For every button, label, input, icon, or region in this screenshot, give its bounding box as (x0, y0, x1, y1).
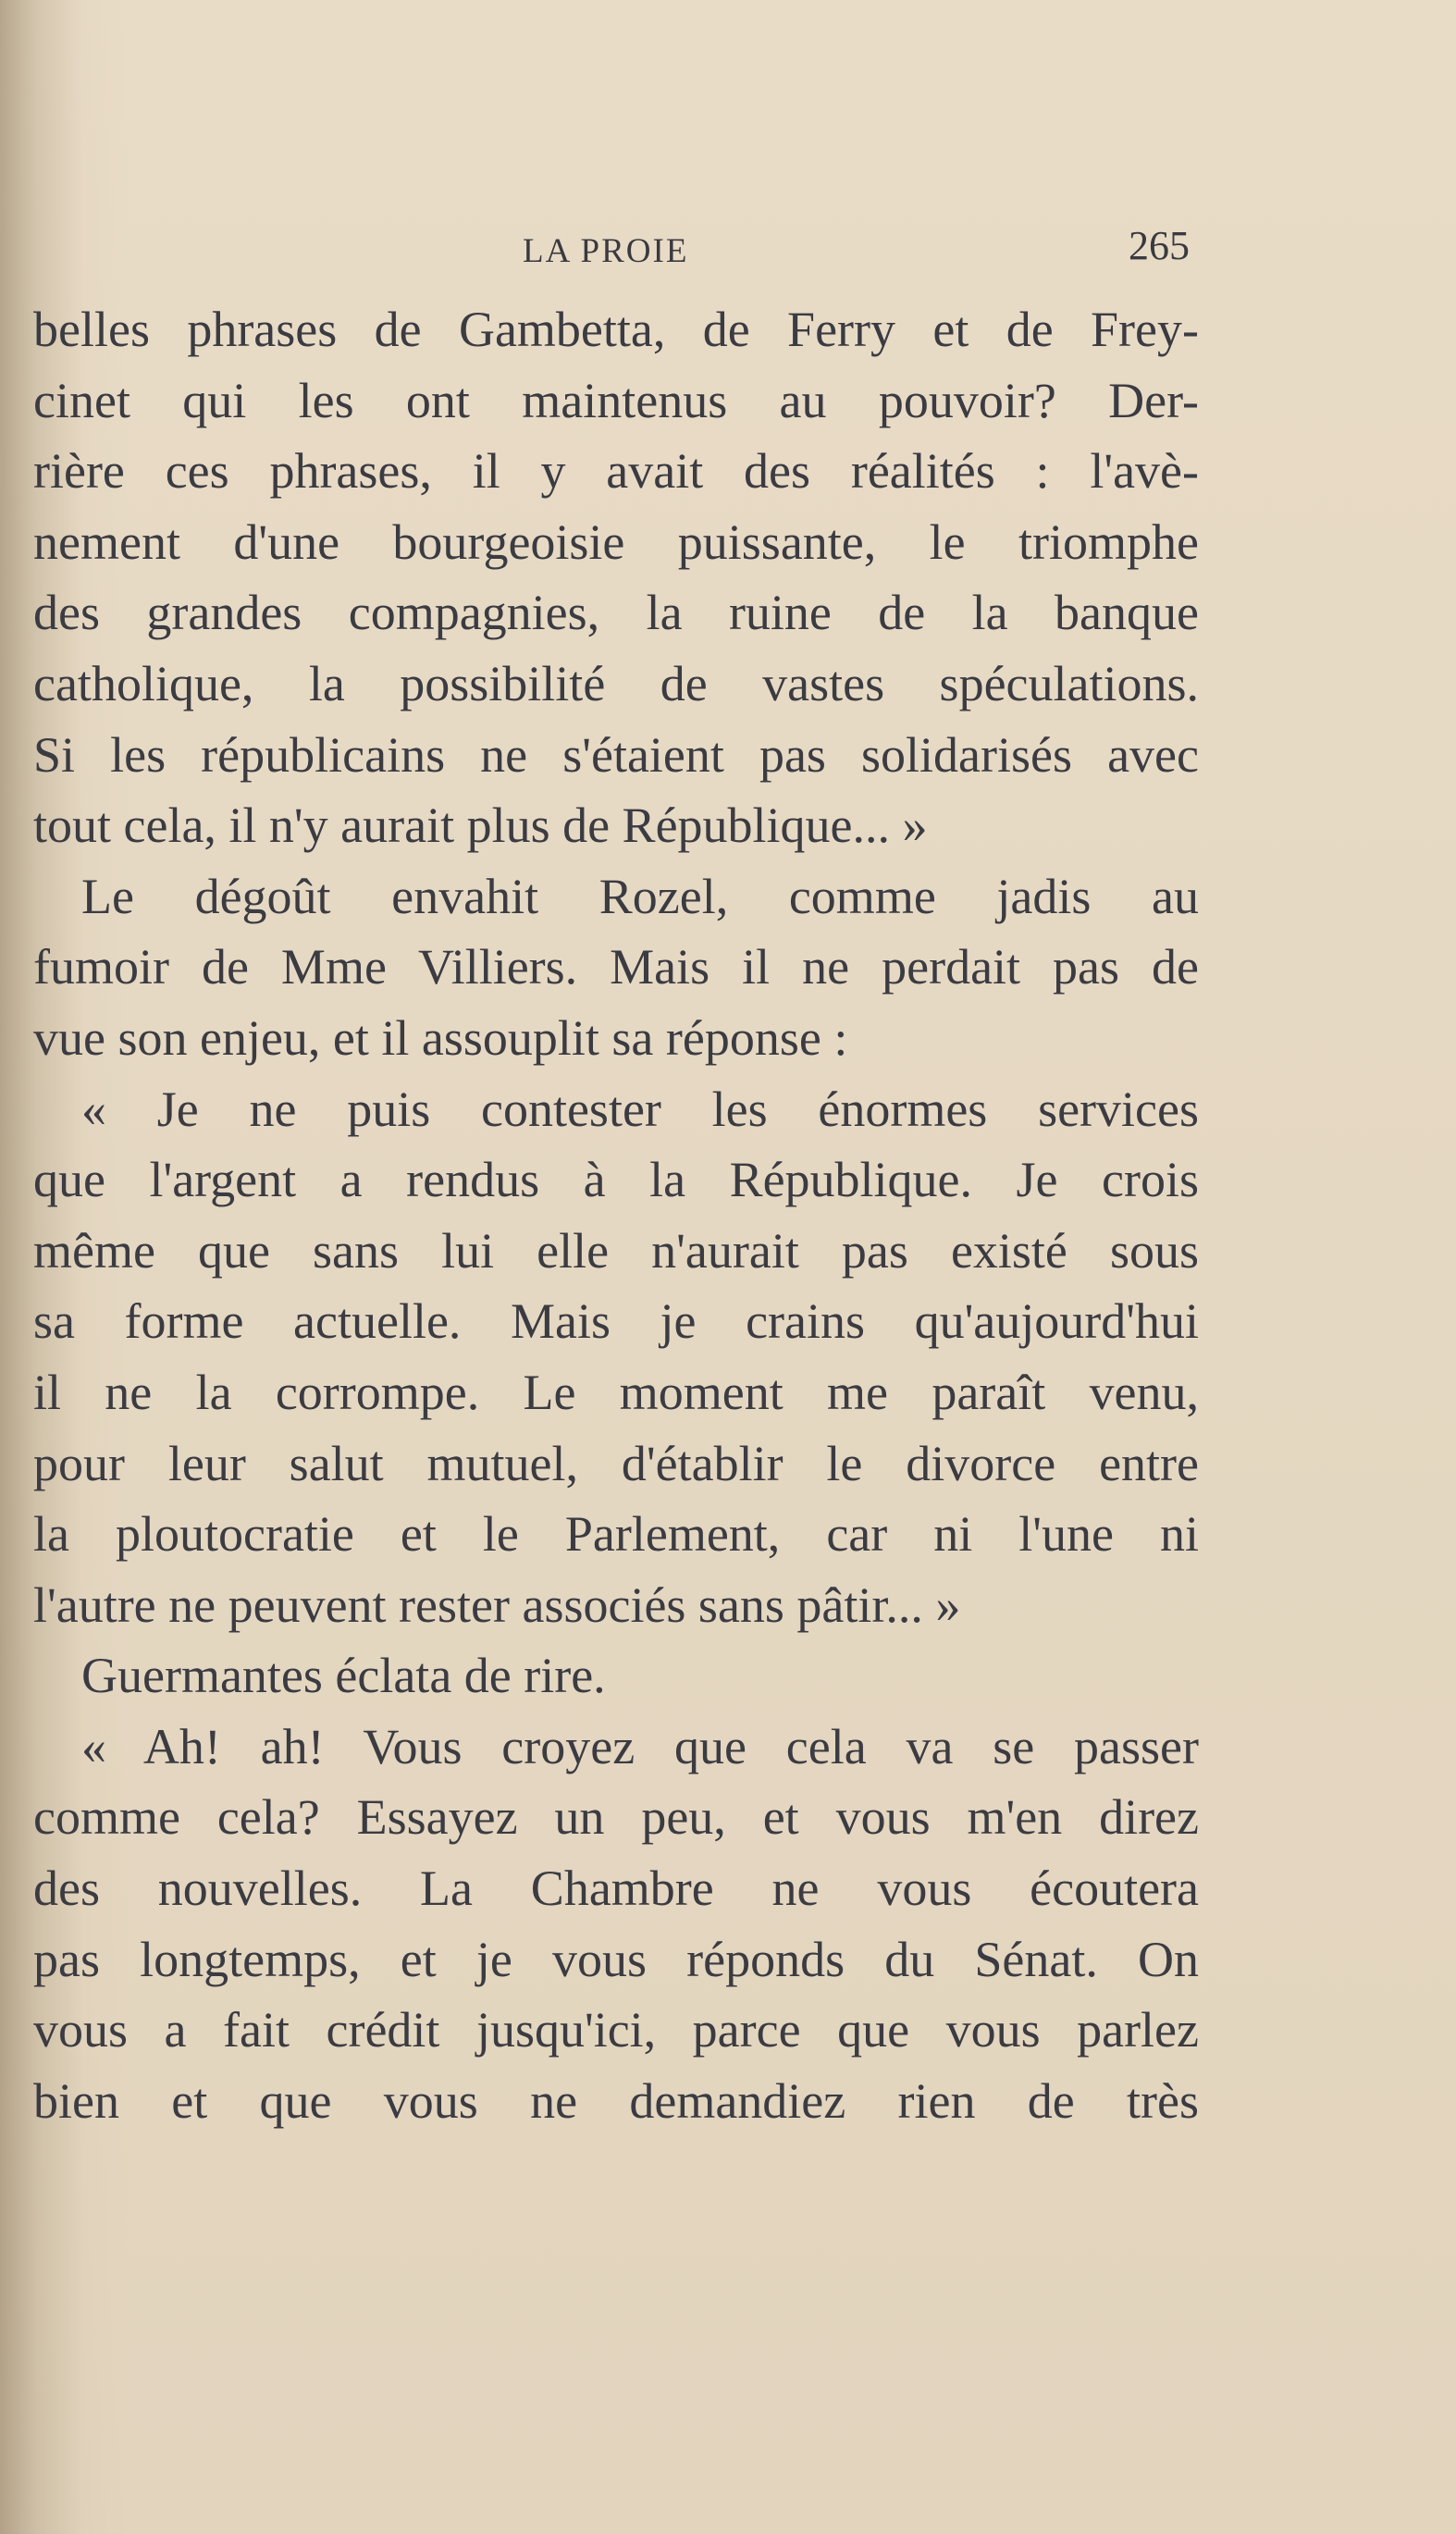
text-line: belles phrases de Gambetta, de Ferry et de Frey- (33, 302, 1199, 357)
text-line: comme cela? Essayez un peu, et vous m'en direz (33, 1789, 1199, 1846)
text-line: sa forme actuelle. Mais je crains qu'aujourd'hui (33, 1293, 1199, 1350)
text-line: que l'argent a rendus à la République. Je crois (33, 1152, 1199, 1208)
text-line: rière ces phrases, il y avait des réalités : l'avè- (33, 443, 1199, 500)
text-line: la ploutocratie et le Parlement, car ni l'une ni (33, 1506, 1199, 1563)
text-line: des nouvelles. La Chambre ne vous écoutera (33, 1860, 1199, 1917)
text-line: Guermantes éclata de rire. (81, 1648, 606, 1704)
running-title: LA PROIE (523, 232, 689, 270)
text-line: Si les républicains ne s'étaient pas solidarisés avec (33, 726, 1199, 783)
page-number: 265 (1129, 223, 1190, 268)
text-line: catholique, la possibilité de vastes spéculations. (33, 655, 1199, 711)
text-line: « Je ne puis contester les énormes services (81, 1081, 1199, 1137)
text-line: vue son enjeu, et il assouplit sa réponse : (33, 1009, 848, 1066)
text-line: cinet qui les ont maintenus au pouvoir? Der- (33, 372, 1199, 428)
text-line: bien et que vous ne demandiez rien de très (33, 2072, 1199, 2129)
body-text (33, 294, 1199, 2136)
text-line: Le dégoût envahit Rozel, comme jadis au (81, 868, 1199, 924)
text-line: « Ah! ah! Vous croyez que cela va se passer (81, 1718, 1199, 1774)
text-line: fumoir de Mme Villiers. Mais il ne perdait pas de (33, 939, 1199, 995)
text-line: il ne la corrompe. Le moment me paraît venu, (33, 1364, 1199, 1420)
text-line: même que sans lui elle n'aurait pas existé sous (33, 1222, 1199, 1279)
text-line: tout cela, il n'y aurait plus de République... » (33, 797, 928, 854)
text-line: pour leur salut mutuel, d'établir le divorce entre (33, 1435, 1199, 1491)
text-line: pas longtemps, et je vous réponds du Sénat. On (33, 1931, 1199, 1987)
text-line: des grandes compagnies, la ruine de la banque (33, 585, 1199, 641)
text-line: vous a fait crédit jusqu'ici, parce que vous parlez (33, 2002, 1199, 2058)
text-line: nement d'une bourgeoisie puissante, le triomphe (33, 513, 1199, 570)
text-line: l'autre ne peuvent rester associés sans pâtir... » (33, 1576, 961, 1633)
